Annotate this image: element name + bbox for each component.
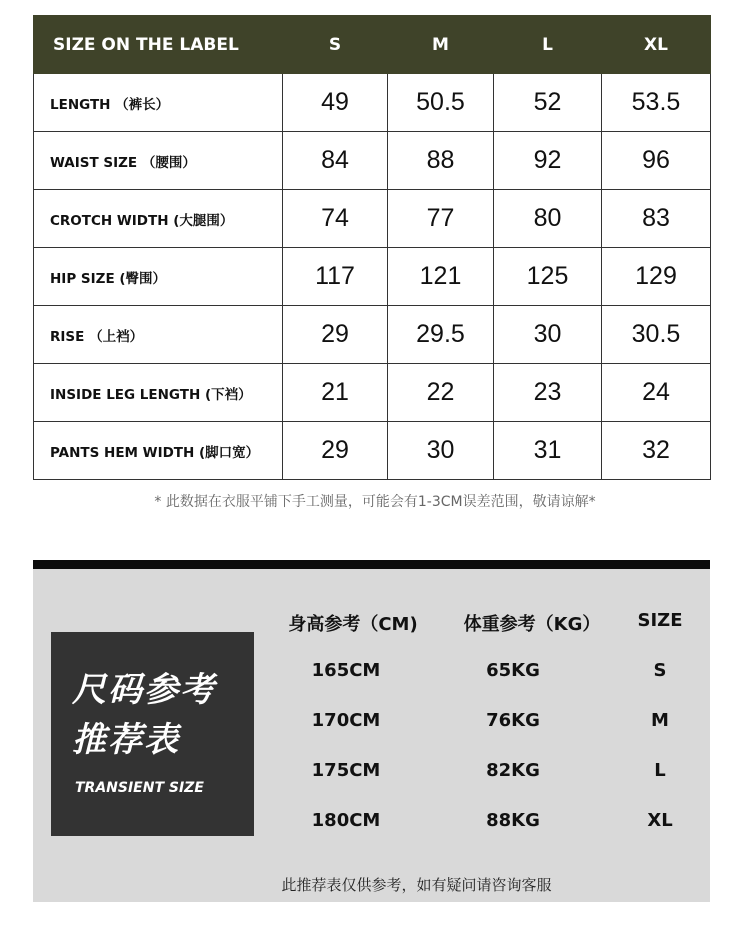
measurement-note: * 此数据在衣服平铺下手工测量，可能会有1-3CM误差范围，敬请谅解* bbox=[154, 494, 596, 510]
table-row bbox=[34, 248, 711, 306]
rec-height: 175CM bbox=[311, 760, 381, 781]
header-size-s: S bbox=[283, 16, 388, 74]
table-row bbox=[34, 190, 711, 248]
rec-height: 170CM bbox=[311, 710, 381, 731]
header-size-xl: XL bbox=[602, 16, 711, 74]
size-chart-header-row bbox=[34, 16, 711, 74]
table-cell: 92 bbox=[494, 132, 602, 190]
row-label-inside-leg: INSIDE LEG LENGTH (下裆） bbox=[34, 364, 283, 422]
table-row bbox=[34, 422, 711, 480]
size-recommendation-panel bbox=[33, 560, 710, 902]
table-cell: 84 bbox=[283, 132, 388, 190]
rec-weight: 65KG bbox=[486, 660, 540, 681]
header-size-on-label: SIZE ON THE LABEL bbox=[34, 16, 283, 74]
header-weight: 体重参考（KG） bbox=[463, 614, 601, 635]
table-row bbox=[34, 364, 711, 422]
rec-height: 165CM bbox=[311, 660, 381, 681]
row-label-hip: HIP SIZE (臀围） bbox=[34, 248, 283, 306]
row-label-waist: WAIST SIZE （腰围） bbox=[34, 132, 283, 190]
row-label-length: LENGTH （裤长） bbox=[34, 74, 283, 132]
badge-title-line2: 推荐表 bbox=[72, 720, 180, 760]
recommendation-table bbox=[33, 569, 710, 911]
badge-title-line1: 尺码参考 bbox=[72, 670, 216, 710]
table-cell: 129 bbox=[602, 248, 711, 306]
table-cell: 30 bbox=[494, 306, 602, 364]
rec-size: M bbox=[651, 710, 669, 731]
table-cell: 30.5 bbox=[602, 306, 711, 364]
table-cell: 31 bbox=[494, 422, 602, 480]
row-label-hem: PANTS HEM WIDTH (脚口宽） bbox=[34, 422, 283, 480]
table-cell: 29 bbox=[283, 306, 388, 364]
table-cell: 22 bbox=[388, 364, 494, 422]
table-cell: 49 bbox=[283, 74, 388, 132]
rec-weight: 82KG bbox=[486, 760, 540, 781]
table-row bbox=[34, 74, 711, 132]
rec-weight: 88KG bbox=[486, 810, 540, 831]
header-size-l: L bbox=[494, 16, 602, 74]
table-cell: 52 bbox=[494, 74, 602, 132]
table-cell: 125 bbox=[494, 248, 602, 306]
table-cell: 121 bbox=[388, 248, 494, 306]
table-cell: 53.5 bbox=[602, 74, 711, 132]
header-height: 身高参考（CM) bbox=[288, 614, 418, 635]
rec-size: L bbox=[654, 760, 666, 781]
badge-subtitle: TRANSIENT SIZE bbox=[75, 780, 204, 796]
table-cell: 83 bbox=[602, 190, 711, 248]
table-cell: 96 bbox=[602, 132, 711, 190]
rec-size: S bbox=[653, 660, 667, 681]
table-row bbox=[34, 132, 711, 190]
table-cell: 29.5 bbox=[388, 306, 494, 364]
rec-weight: 76KG bbox=[486, 710, 540, 731]
row-label-rise: RISE （上裆） bbox=[34, 306, 283, 364]
table-cell: 32 bbox=[602, 422, 711, 480]
table-cell: 50.5 bbox=[388, 74, 494, 132]
table-cell: 23 bbox=[494, 364, 602, 422]
table-row bbox=[34, 306, 711, 364]
size-chart-table bbox=[33, 15, 711, 480]
table-cell: 80 bbox=[494, 190, 602, 248]
rec-size: XL bbox=[647, 810, 673, 831]
recommendation-note: 此推荐表仅供参考，如有疑问请咨询客服 bbox=[281, 876, 552, 894]
table-cell: 77 bbox=[388, 190, 494, 248]
table-cell: 30 bbox=[388, 422, 494, 480]
table-cell: 74 bbox=[283, 190, 388, 248]
rec-height: 180CM bbox=[311, 810, 381, 831]
table-cell: 117 bbox=[283, 248, 388, 306]
header-size: SIZE bbox=[637, 610, 683, 631]
table-cell: 24 bbox=[602, 364, 711, 422]
table-cell: 21 bbox=[283, 364, 388, 422]
table-cell: 88 bbox=[388, 132, 494, 190]
row-label-crotch: CROTCH WIDTH (大腿围） bbox=[34, 190, 283, 248]
header-size-m: M bbox=[388, 16, 494, 74]
table-cell: 29 bbox=[283, 422, 388, 480]
